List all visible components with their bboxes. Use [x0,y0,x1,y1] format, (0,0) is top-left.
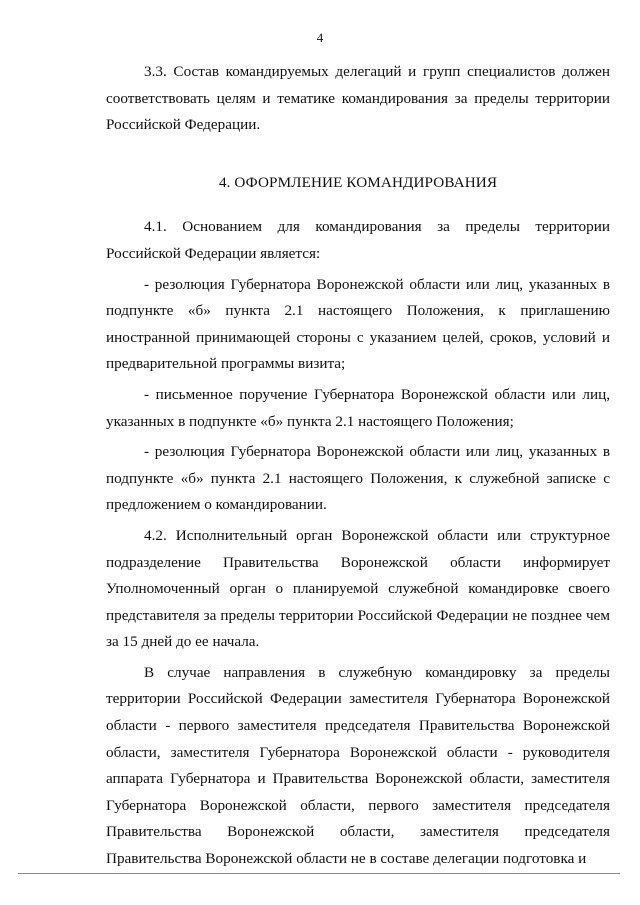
paragraph-4-1: 4.1. Основанием для командирования за пределы территории Российской Федерации является: [106,218,610,262]
page-number: 4 [316,30,324,45]
paragraph-case: В случае направления в служебную командировку за пределы территории Российской Федерации заместителя Губернатора Воронежской области - первого заместителя председателя Правительства Воронежской области, заместителя Губернатора Воронежской области - руководителя аппарата Губернатора и Правительства Воронежской области, заместителя Губернатора Воронежской области, первого заместителя председателя Правительства Воронежской области, заместителя председателя Правительства Воронежской области не в составе делегации подготовка и [106,663,610,868]
list-item: - письменное поручение Губернатора Воронежской области или лиц, указанных в подпункте «б» пункта 2.1 настоящего Положения; [106,385,610,430]
paragraph-4-2: 4.2. Исполнительный орган Воронежской области или структурное подразделение Правительства Воронежской области информирует Уполномоченный орган о планируемой служебной командировке своего представителя за пределы территории Российской Федерации не позднее чем за 15 дней до ее начала. [106,526,610,651]
paragraph-3-3: 3.3. Состав командируемых делегаций и групп специалистов должен соответствовать целям и тематике командирования за пределы территории Российской Федерации. [106,63,610,134]
document-body [106,59,610,873]
section-heading: 4. ОФОРМЛЕНИЕ КОМАНДИРОВАНИЯ [218,173,498,191]
list-item: - резолюция Губернатора Воронежской области или лиц, указанных в подпункте «б» пункта 2.1 настоящего Положения, к служебной записке с предложением о командировании. [106,443,610,514]
list-item: - резолюция Губернатора Воронежской области или лиц, указанных в подпункте «б» пункта 2.1 настоящего Положения, к приглашению иностранной принимающей стороны с указанием целей, сроков, условий и предварительной программы визита; [106,275,610,373]
page-bottom-rule [18,873,620,874]
